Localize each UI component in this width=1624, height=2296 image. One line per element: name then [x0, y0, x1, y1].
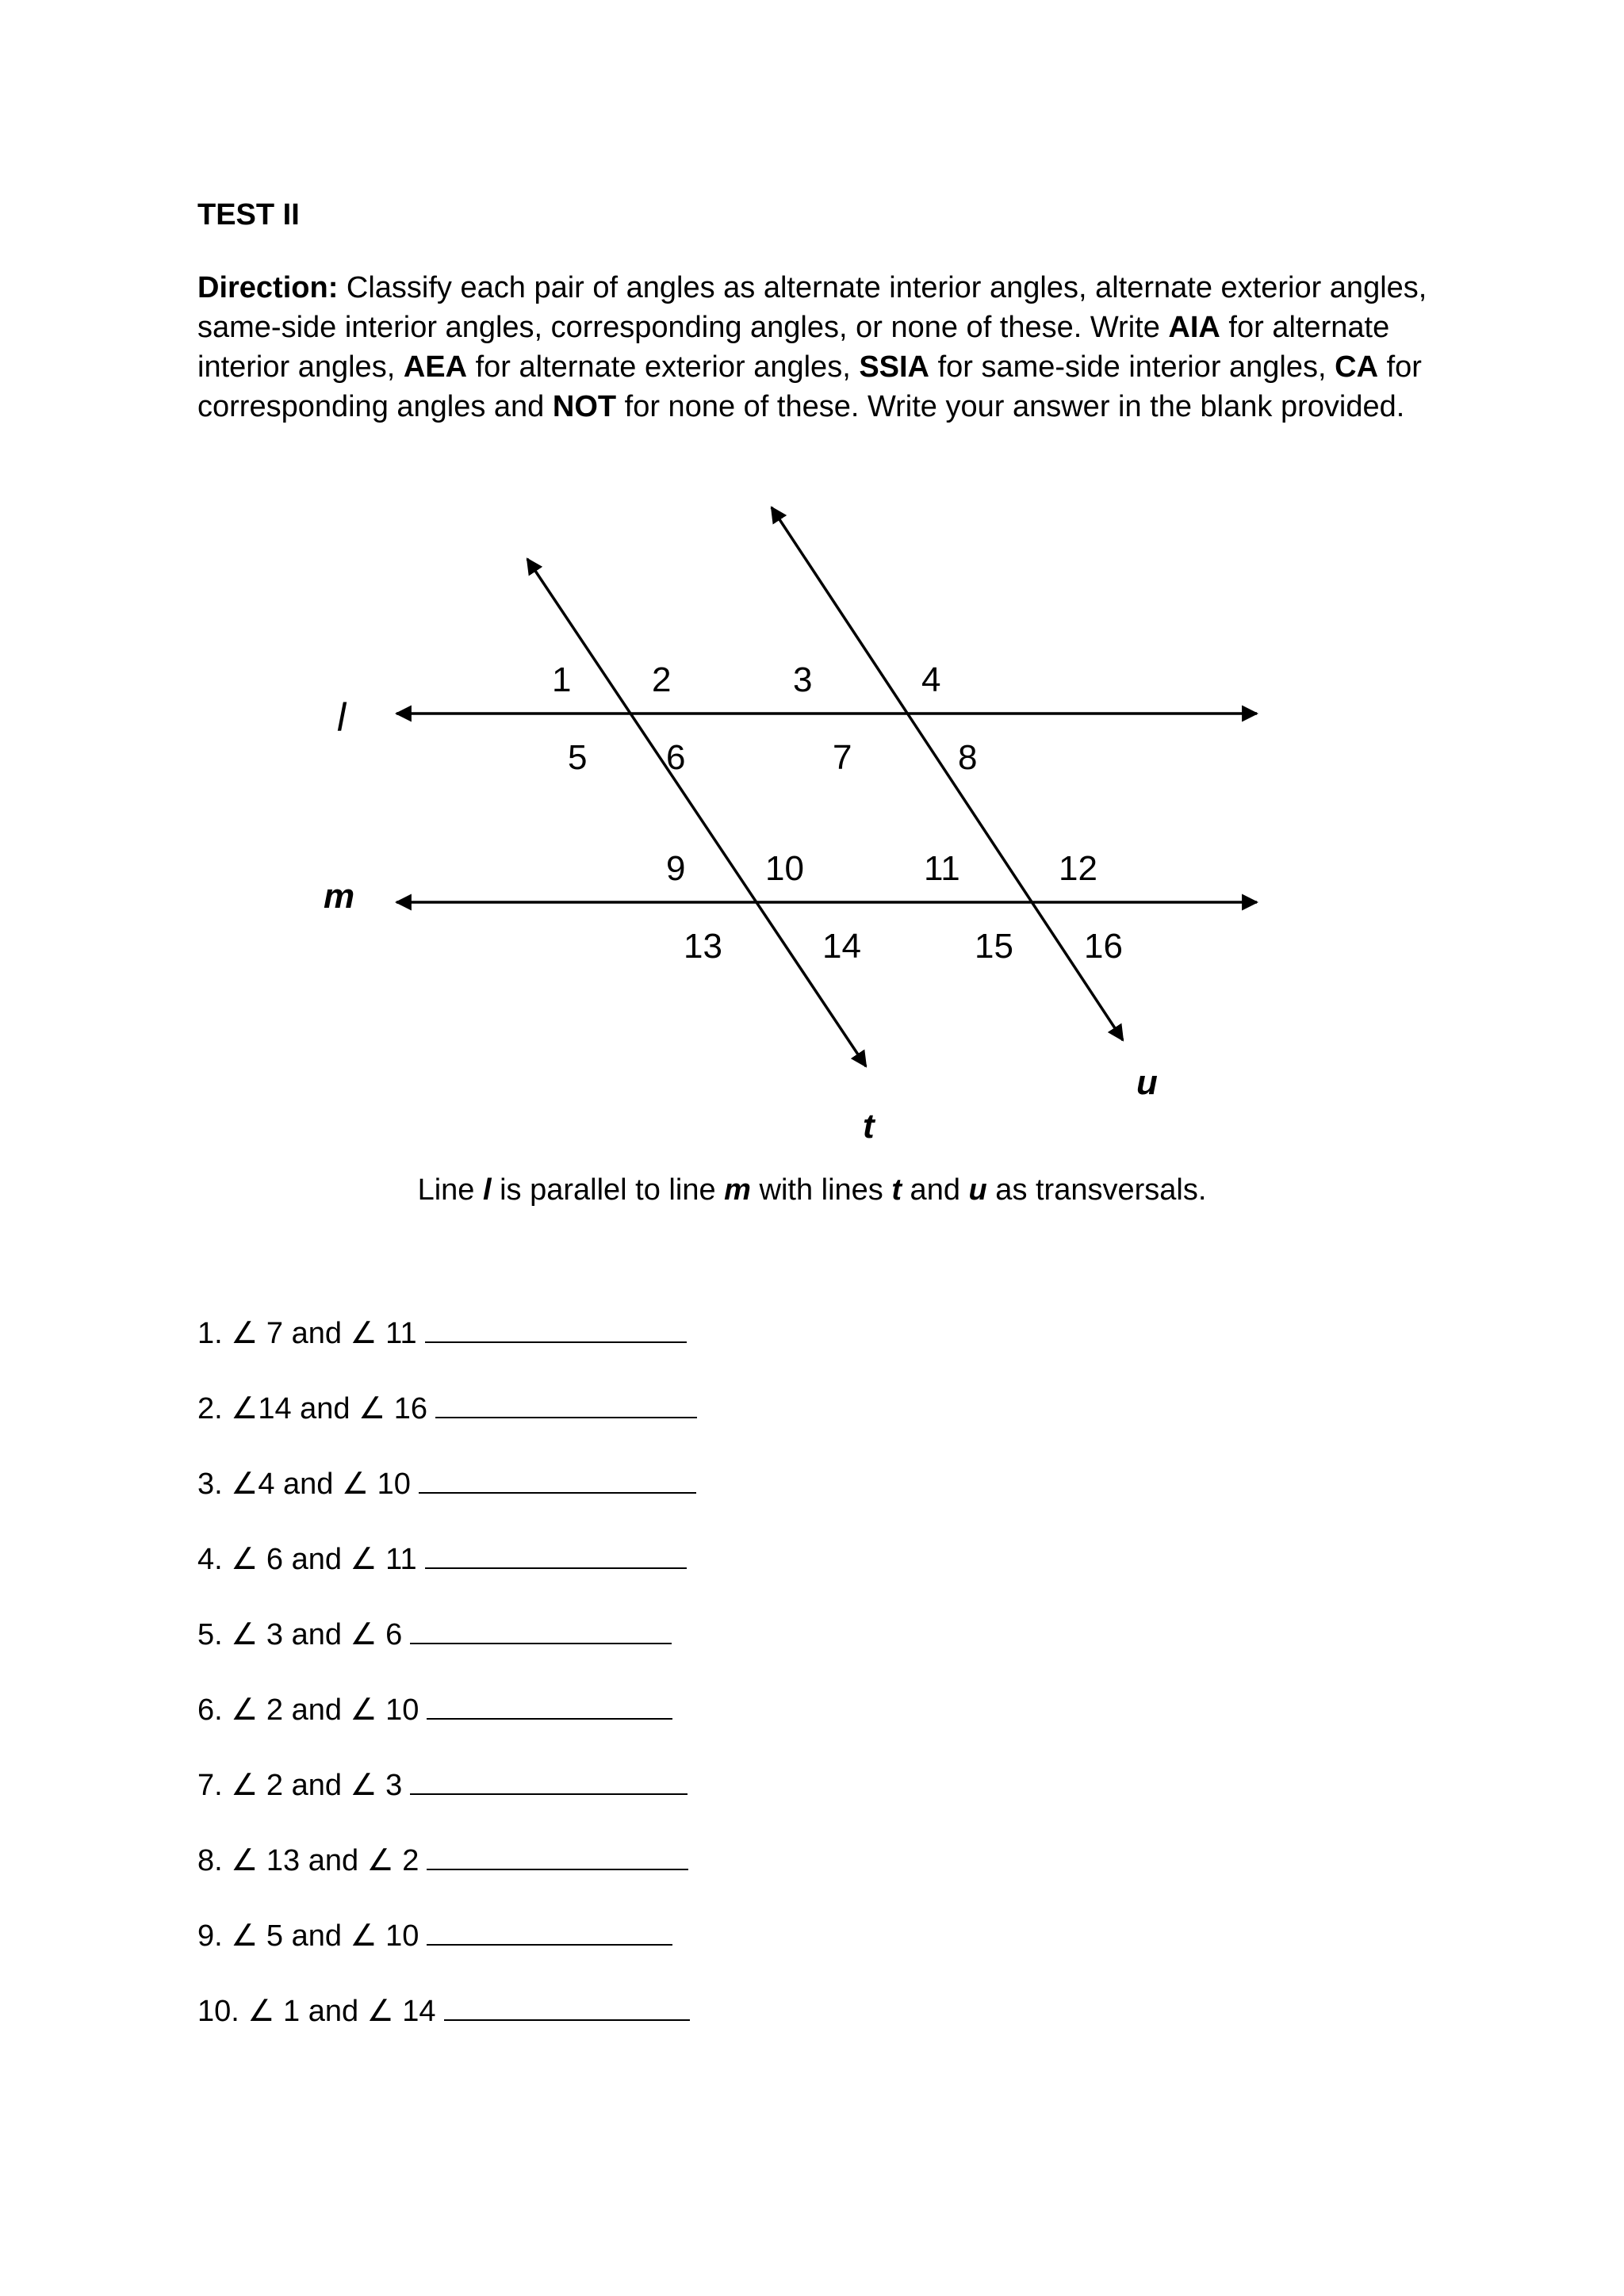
question-list — [197, 1307, 697, 2060]
angle-label: 13 — [684, 927, 722, 966]
question-text: ∠ 6 and ∠ 11 — [231, 1543, 417, 1576]
answer-blank[interactable] — [427, 1683, 672, 1720]
line-t — [527, 559, 866, 1066]
angle-label: 3 — [793, 660, 813, 699]
test-title: TEST II — [197, 198, 300, 232]
caption-text: as transversals. — [986, 1173, 1207, 1207]
question-text: ∠ 7 and ∠ 11 — [231, 1317, 417, 1350]
caption-line-m: m — [724, 1173, 751, 1207]
angle-label: 9 — [666, 849, 686, 888]
answer-blank[interactable] — [425, 1533, 687, 1569]
question-item — [197, 1683, 697, 1758]
question-item — [197, 1834, 697, 1909]
angle-label: 6 — [666, 738, 686, 777]
direction-paragraph — [197, 268, 1434, 427]
caption-line-t: t — [891, 1173, 902, 1207]
question-text: ∠ 13 and ∠ 2 — [231, 1844, 419, 1877]
caption-text: Line — [417, 1173, 483, 1207]
question-item — [197, 1457, 697, 1533]
angle-label: 12 — [1059, 849, 1097, 888]
line-u-label: u — [1136, 1063, 1158, 1102]
direction-text: for corresponding angles and — [197, 350, 1422, 423]
question-number: 10. — [197, 1995, 239, 2028]
caption-line-u: u — [968, 1173, 987, 1207]
direction-text: for none of these. Write your answer in the blank provided. — [616, 390, 1405, 423]
answer-blank[interactable] — [419, 1457, 696, 1494]
question-text: ∠4 and ∠ 10 — [231, 1468, 411, 1501]
code-ca: CA — [1335, 350, 1379, 384]
question-number: 1. — [197, 1317, 223, 1350]
question-text: ∠ 3 and ∠ 6 — [231, 1618, 403, 1651]
angle-label: 10 — [765, 849, 804, 888]
question-text: ∠ 2 and ∠ 3 — [231, 1769, 403, 1802]
question-number: 5. — [197, 1618, 223, 1651]
question-text: ∠ 2 and ∠ 10 — [231, 1693, 419, 1727]
question-text: ∠ 5 and ∠ 10 — [231, 1919, 419, 1953]
answer-blank[interactable] — [427, 1834, 688, 1870]
parallel-lines-diagram — [0, 476, 1624, 1189]
direction-text: for same-side interior angles, — [929, 350, 1335, 384]
question-number: 4. — [197, 1543, 223, 1576]
question-text: ∠ 1 and ∠ 14 — [247, 1995, 436, 2028]
angle-label: 14 — [822, 927, 861, 966]
angle-label: 1 — [552, 660, 572, 699]
code-not: NOT — [552, 390, 617, 423]
figure-caption — [0, 1173, 1624, 1207]
angle-label: 11 — [924, 849, 960, 888]
line-t-label: t — [863, 1107, 875, 1146]
question-number: 3. — [197, 1468, 223, 1501]
question-item — [197, 1307, 697, 1382]
question-item — [197, 1382, 697, 1457]
direction-text: Classify each pair of angles as alternate interior angles, alternate exterior angles, same-side interior angles, corresponding angles, or none of these. Write — [197, 271, 1427, 344]
angle-label: 8 — [958, 738, 978, 777]
question-item — [197, 1909, 697, 1984]
angle-label: 4 — [921, 660, 941, 699]
answer-blank[interactable] — [425, 1307, 687, 1343]
answer-blank[interactable] — [444, 1984, 690, 2021]
question-number: 9. — [197, 1919, 223, 1953]
answer-blank[interactable] — [410, 1608, 672, 1644]
line-l-label: l — [337, 695, 347, 740]
question-item — [197, 1533, 697, 1608]
angle-label: 7 — [833, 738, 852, 777]
code-ssia: SSIA — [859, 350, 930, 384]
question-item — [197, 1984, 697, 2060]
question-number: 8. — [197, 1844, 223, 1877]
code-aea: AEA — [403, 350, 468, 384]
direction-text: for alternate exterior angles, — [467, 350, 860, 384]
question-number: 2. — [197, 1392, 223, 1425]
question-item — [197, 1758, 697, 1834]
question-text: ∠14 and ∠ 16 — [231, 1392, 428, 1425]
code-aia: AIA — [1168, 311, 1220, 344]
answer-blank[interactable] — [435, 1382, 697, 1418]
line-m-label: m — [324, 877, 355, 916]
answer-blank[interactable] — [410, 1758, 688, 1795]
caption-text: is parallel to line — [491, 1173, 725, 1207]
caption-line-l: l — [482, 1173, 492, 1207]
angle-label: 16 — [1084, 927, 1123, 966]
question-item — [197, 1608, 697, 1683]
question-number: 6. — [197, 1693, 223, 1727]
angle-label: 5 — [568, 738, 588, 777]
caption-text: with lines — [750, 1173, 892, 1207]
caption-text: and — [902, 1173, 969, 1207]
angle-label: 15 — [975, 927, 1013, 966]
question-number: 7. — [197, 1769, 223, 1802]
angle-label: 2 — [652, 660, 672, 699]
direction-lead: Direction: — [197, 271, 339, 304]
answer-blank[interactable] — [427, 1909, 672, 1946]
direction-text: for alternate interior angles, — [197, 311, 1390, 384]
